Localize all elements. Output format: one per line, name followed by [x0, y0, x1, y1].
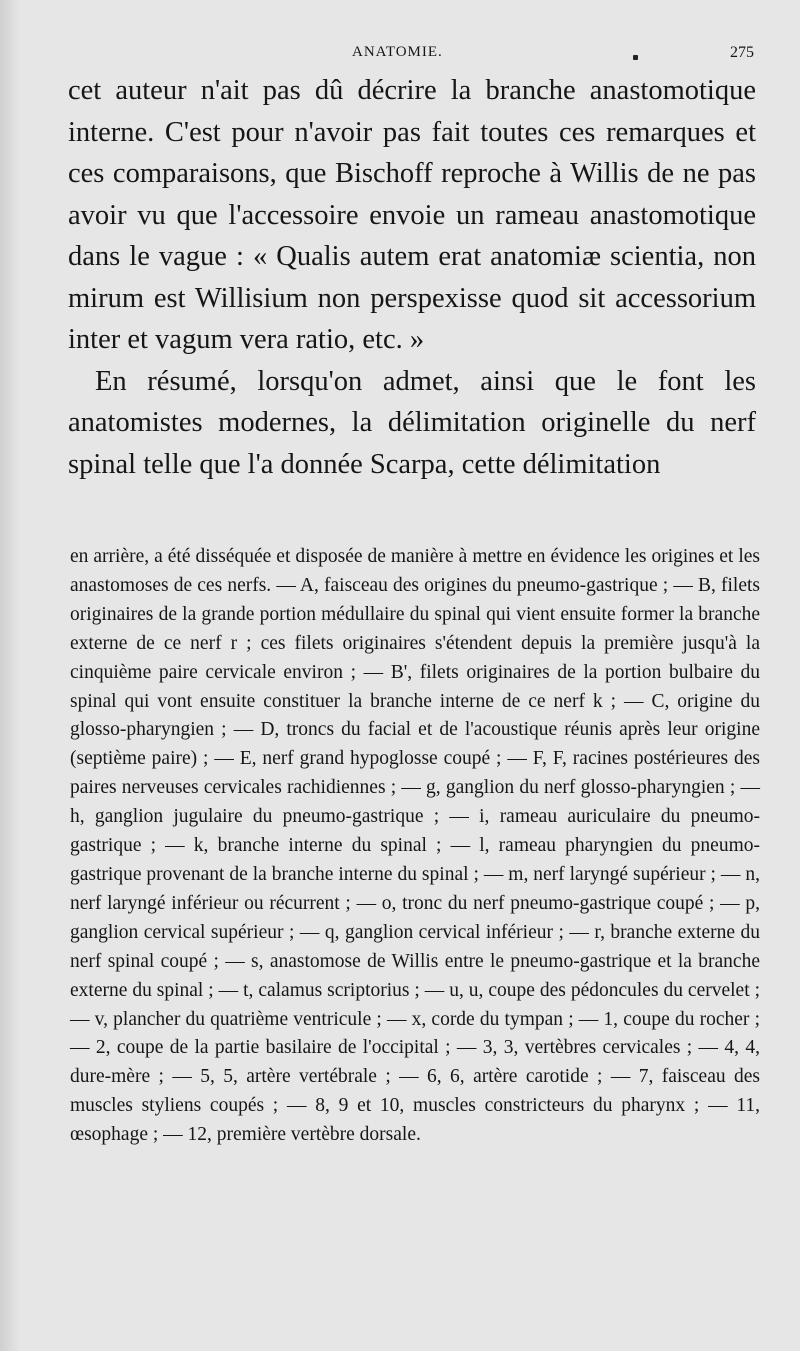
- figure-caption: [70, 543, 760, 1150]
- page-header: [0, 44, 800, 66]
- ink-speck: [633, 55, 638, 60]
- body-paragraph-2: En résumé, lorsqu'on admet, ainsi que le font les anatomistes modernes, la délimitation originelle du nerf spinal telle que l'a donnée Scarpa, cette délimitation: [68, 365, 756, 480]
- caption-text: en arrière, a été disséquée et disposée de manière à mettre en évidence les origines et les anastomoses de ces nerfs. — A, faisceau des origines du pneumo-gastrique ; — B, filets originaires de la grande portion médullaire du spinal qui vient ensuite former la branche externe de ce nerf r ; ces filets originaires s'étendent depuis la première jusqu'à la cinquième paire cervicale environ ; — B', filets originaires de la portion bulbaire du spinal qui vont ensuite constituer la branche interne de ce nerf k ; — C, origine du glosso-pharyngien ; — D, troncs du facial et de l'acoustique réunis après leur origine (septième paire) ; — E, nerf grand hypoglosse coupé ; — F, F, racines postérieures des paires nerveuses cervicales rachidiennes ; — g, ganglion du nerf glosso-pharyngien ; — h, ganglion jugulaire du pneumo-gastrique ; — i, rameau auriculaire du pneumo-gastrique ; — k, branche interne du spinal ; — l, rameau pharyngien du pneumo-gastrique provenant de la branche interne du spinal ; — m, nerf laryngé supérieur ; — n, nerf laryngé inférieur ou récurrent ; — o, tronc du nerf pneumo-gastrique coupé ; — p, ganglion cervical supérieur ; — q, ganglion cervical inférieur ; — r, branche externe du nerf spinal coupé ; — s, anastomose de Willis entre le pneumo-gastrique et la branche externe du spinal ; — t, calamus scriptorius ; — u, u, coupe des pédoncules du cervelet ; — v, plancher du quatrième ventricule ; — x, corde du tympan ; — 1, coupe du rocher ; — 2, coupe de la partie basilaire de l'occipital ; — 3, 3, vertèbres cervicales ; — 4, 4, dure-mère ; — 5, 5, artère vertébrale ; — 6, 6, artère carotide ; — 7, faisceau des muscles styliens coupés ; — 8, 9 et 10, muscles constricteurs du pharynx ; — 11, œsophage ; — 12, première vertèbre dorsale.: [70, 546, 760, 1146]
- page-edge-shadow: [0, 0, 20, 1351]
- page-number: 275: [730, 44, 754, 61]
- running-head: ANATOMIE.: [352, 44, 443, 60]
- body-paragraph-1: cet auteur n'ait pas dû décrire la branche anastomotique interne. C'est pour n'avoir pas fait toutes ces remarques et ces comparaisons, que Bischoff reproche à Willis de ne pas avoir vu que l'accessoire envoie un rameau anastomotique dans le vague : « Qualis autem erat anatomiæ scientia, non mirum est Willisium non perspexisse quod sit accessorium inter et vagum vera ratio, etc. »: [68, 75, 756, 355]
- main-body-text: [68, 70, 756, 485]
